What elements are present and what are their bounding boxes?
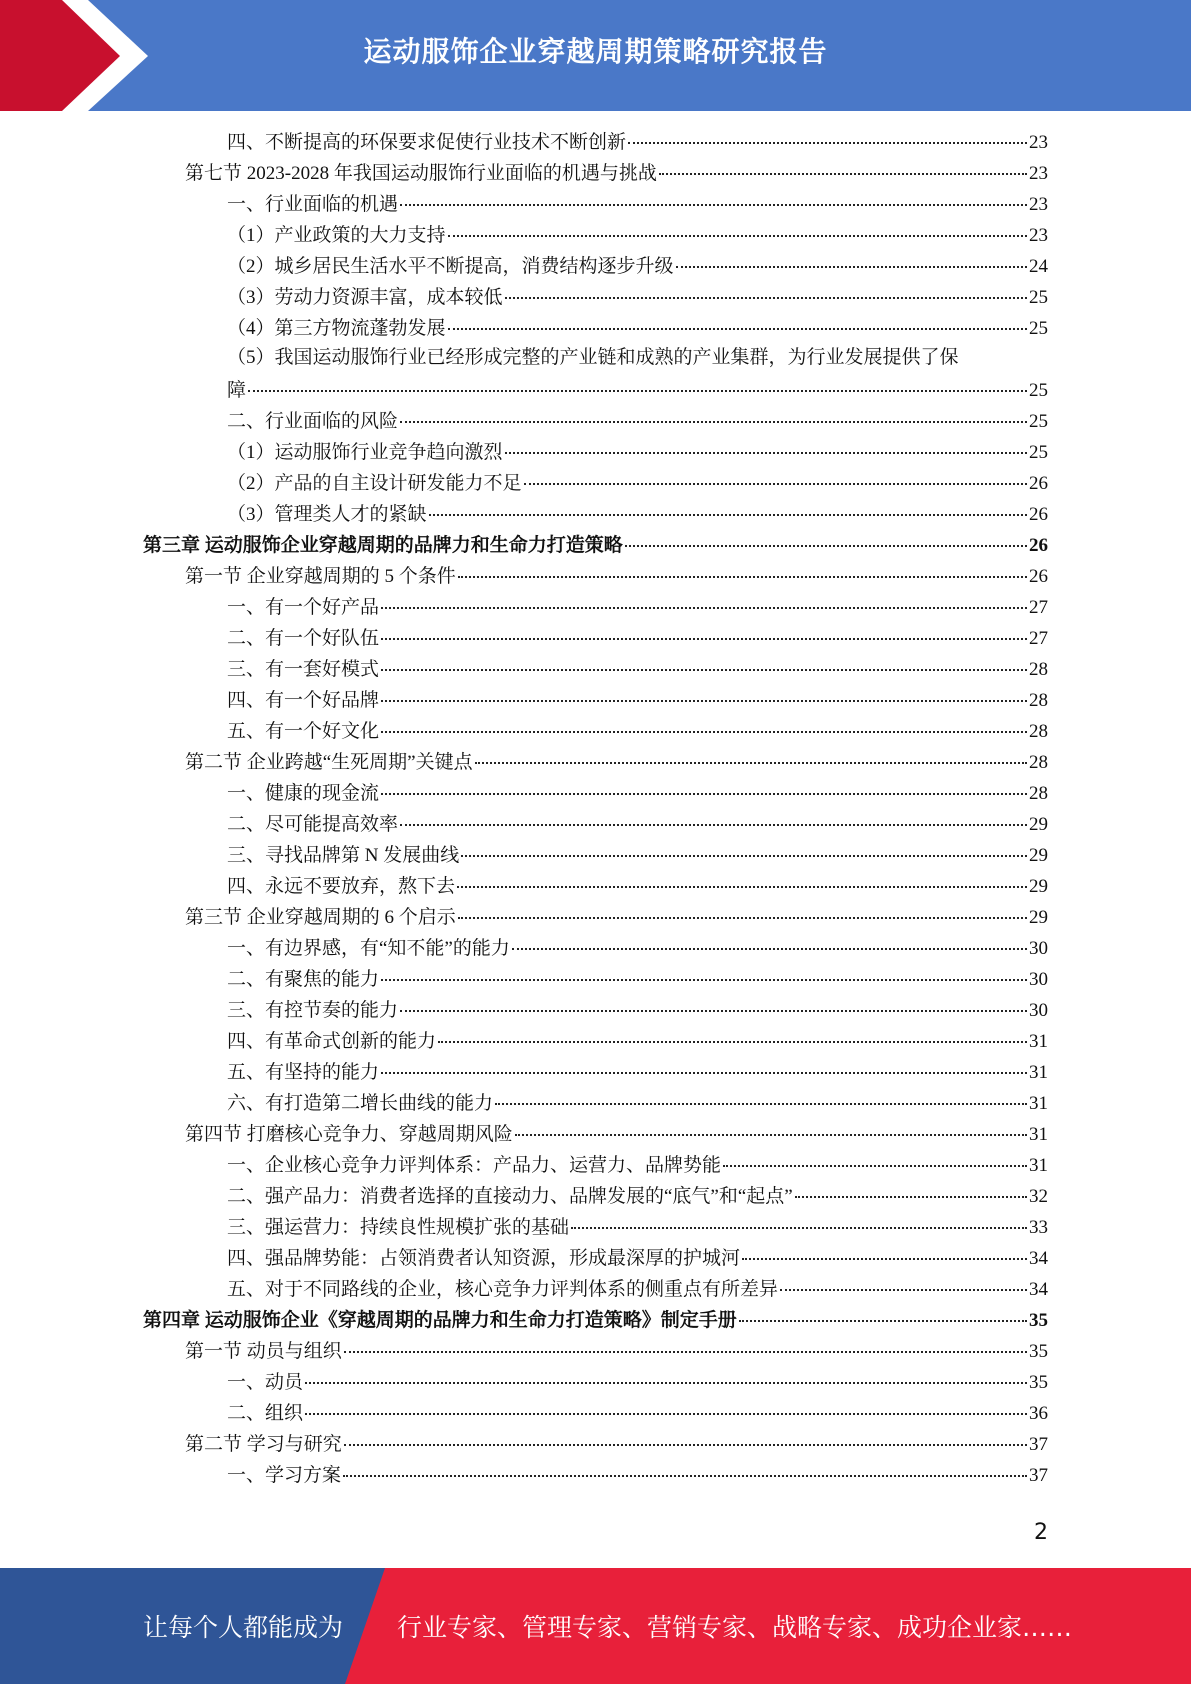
toc-section[interactable]: 第二节 学习与研究 37 [185, 1429, 1048, 1457]
page-number: 2 [1034, 1520, 1048, 1545]
leader-dots [400, 991, 1027, 1012]
toc-entry[interactable]: 一、学习方案 37 [227, 1460, 1048, 1488]
leader-dots [343, 1456, 1027, 1477]
leader-dots [659, 154, 1027, 175]
leader-dots [400, 185, 1027, 206]
toc-entry[interactable]: （1）运动服饰行业竞争趋向激烈 25 [227, 437, 1048, 465]
footer-slogan-left: 让每个人都能成为 [143, 1613, 344, 1642]
toc-section[interactable]: 第二节 企业跨越“生死周期”关键点 28 [185, 747, 1048, 775]
toc-entry[interactable]: 二、行业面临的风险 25 [227, 406, 1048, 434]
toc-entry[interactable]: 四、有革命式创新的能力 31 [227, 1026, 1048, 1054]
leader-dots [475, 743, 1027, 764]
leader-dots [344, 1332, 1027, 1353]
toc-entry[interactable]: 四、不断提高的环保要求促使行业技术不断创新 23 [227, 127, 1048, 155]
leader-dots [381, 1053, 1027, 1074]
leader-dots [400, 402, 1027, 423]
toc-entry[interactable]: 二、有聚焦的能力 30 [227, 964, 1048, 992]
leader-dots [495, 1084, 1027, 1105]
toc-entry[interactable]: 一、健康的现金流 28 [227, 778, 1048, 806]
toc-entry[interactable]: 三、寻找品牌第 N 发展曲线 29 [227, 840, 1048, 868]
toc-entry[interactable]: 一、行业面临的机遇 23 [227, 189, 1048, 217]
toc-entry[interactable]: 三、有一套好模式 28 [227, 654, 1048, 682]
toc-chapter[interactable]: 第三章 运动服饰企业穿越周期的品牌力和生命力打造策略 26 [143, 530, 1048, 558]
toc-entry[interactable]: 六、有打造第二增长曲线的能力 31 [227, 1088, 1048, 1116]
toc-entry[interactable]: 一、有边界感，有“知不能”的能力 30 [227, 933, 1048, 961]
leader-dots [457, 867, 1027, 888]
leader-dots [381, 960, 1027, 981]
leader-dots [571, 1208, 1027, 1229]
leader-dots [458, 898, 1027, 919]
leader-dots [344, 1425, 1027, 1446]
toc-chapter[interactable]: 第四章 运动服饰企业《穿越周期的品牌力和生命力打造策略》制定手册 35 [143, 1305, 1048, 1333]
leader-dots [723, 1146, 1027, 1167]
leader-dots [515, 1115, 1027, 1136]
footer-slogan-right: 行业专家、管理专家、营销专家、战略专家、成功企业家…… [397, 1613, 1073, 1642]
report-title: 运动服饰企业穿越周期策略研究报告 [363, 35, 828, 68]
leader-dots [448, 216, 1027, 237]
toc-entry[interactable]: （4）第三方物流蓬勃发展 25 [227, 313, 1048, 341]
leader-dots [438, 1022, 1027, 1043]
toc-entry[interactable]: 二、强产品力：消费者选择的直接动力、品牌发展的“底气”和“起点” 32 [227, 1181, 1048, 1209]
toc-entry-continued[interactable]: 障 25 [227, 375, 1048, 403]
toc-section[interactable]: 第一节 动员与组织 35 [185, 1336, 1048, 1364]
leader-dots [739, 1301, 1027, 1322]
toc-entry[interactable]: 四、有一个好品牌 28 [227, 685, 1048, 713]
page-footer [0, 1568, 1191, 1684]
leader-dots [628, 123, 1027, 144]
page-header [0, 0, 1191, 111]
toc-entry[interactable]: 三、强运营力：持续良性规模扩张的基础 33 [227, 1212, 1048, 1240]
leader-dots [305, 1363, 1027, 1384]
leader-dots [512, 929, 1027, 950]
leader-dots [795, 1177, 1027, 1198]
toc-entry[interactable]: 五、有一个好文化 28 [227, 716, 1048, 744]
leader-dots [625, 526, 1027, 547]
leader-dots [742, 1239, 1027, 1260]
toc-section[interactable]: 第四节 打磨核心竞争力、穿越周期风险 31 [185, 1119, 1048, 1147]
leader-dots [381, 681, 1027, 702]
leader-dots [505, 278, 1027, 299]
leader-dots [505, 433, 1027, 454]
leader-dots [381, 650, 1027, 671]
toc-entry[interactable]: （2）产品的自主设计研发能力不足 26 [227, 468, 1048, 496]
toc-entry[interactable]: 五、对于不同路线的企业，核心竞争力评判体系的侧重点有所差异 34 [227, 1274, 1048, 1302]
toc-entry[interactable]: （2）城乡居民生活水平不断提高，消费结构逐步升级 24 [227, 251, 1048, 279]
toc-entry[interactable]: 一、动员 35 [227, 1367, 1048, 1395]
leader-dots [400, 805, 1027, 826]
toc-section[interactable]: 第一节 企业穿越周期的 5 个条件 26 [185, 561, 1048, 589]
toc-entry[interactable]: 二、尽可能提高效率 29 [227, 809, 1048, 837]
toc-section[interactable]: 第三节 企业穿越周期的 6 个启示 29 [185, 902, 1048, 930]
toc-entry[interactable]: 四、永远不要放弃，熬下去 29 [227, 871, 1048, 899]
toc-entry[interactable]: （3）劳动力资源丰富，成本较低 25 [227, 282, 1048, 310]
toc-entry[interactable]: 五、有坚持的能力 31 [227, 1057, 1048, 1085]
toc-entry[interactable]: 一、企业核心竞争力评判体系：产品力、运营力、品牌势能 31 [227, 1150, 1048, 1178]
leader-dots [381, 619, 1027, 640]
leader-dots [381, 774, 1027, 795]
toc-entry[interactable]: 第七节 2023-2028 年我国运动服饰行业面临的机遇与挑战 23 [185, 158, 1048, 186]
leader-dots [248, 371, 1027, 392]
leader-dots [461, 836, 1027, 857]
leader-dots [780, 1270, 1027, 1291]
toc-entry[interactable]: （1）产业政策的大力支持 23 [227, 220, 1048, 248]
leader-dots [524, 464, 1027, 485]
leader-dots [381, 588, 1027, 609]
leader-dots [458, 557, 1027, 578]
leader-dots [305, 1394, 1027, 1415]
toc-entry[interactable]: 三、有控节奏的能力 30 [227, 995, 1048, 1023]
leader-dots [448, 309, 1027, 330]
leader-dots [429, 495, 1027, 516]
toc-entry[interactable]: 一、有一个好产品 27 [227, 592, 1048, 620]
leader-dots [676, 247, 1027, 268]
toc-entry[interactable]: （3）管理类人才的紧缺 26 [227, 499, 1048, 527]
leader-dots [381, 712, 1027, 733]
toc-entry[interactable]: 二、有一个好队伍 27 [227, 623, 1048, 651]
toc-entry[interactable]: 四、强品牌势能：占领消费者认知资源，形成最深厚的护城河 34 [227, 1243, 1048, 1271]
toc-entry[interactable]: 二、组织 36 [227, 1398, 1048, 1426]
toc-entry[interactable]: （5）我国运动服饰行业已经形成完整的产业链和成熟的产业集群，为行业发展提供了保 [227, 347, 959, 368]
